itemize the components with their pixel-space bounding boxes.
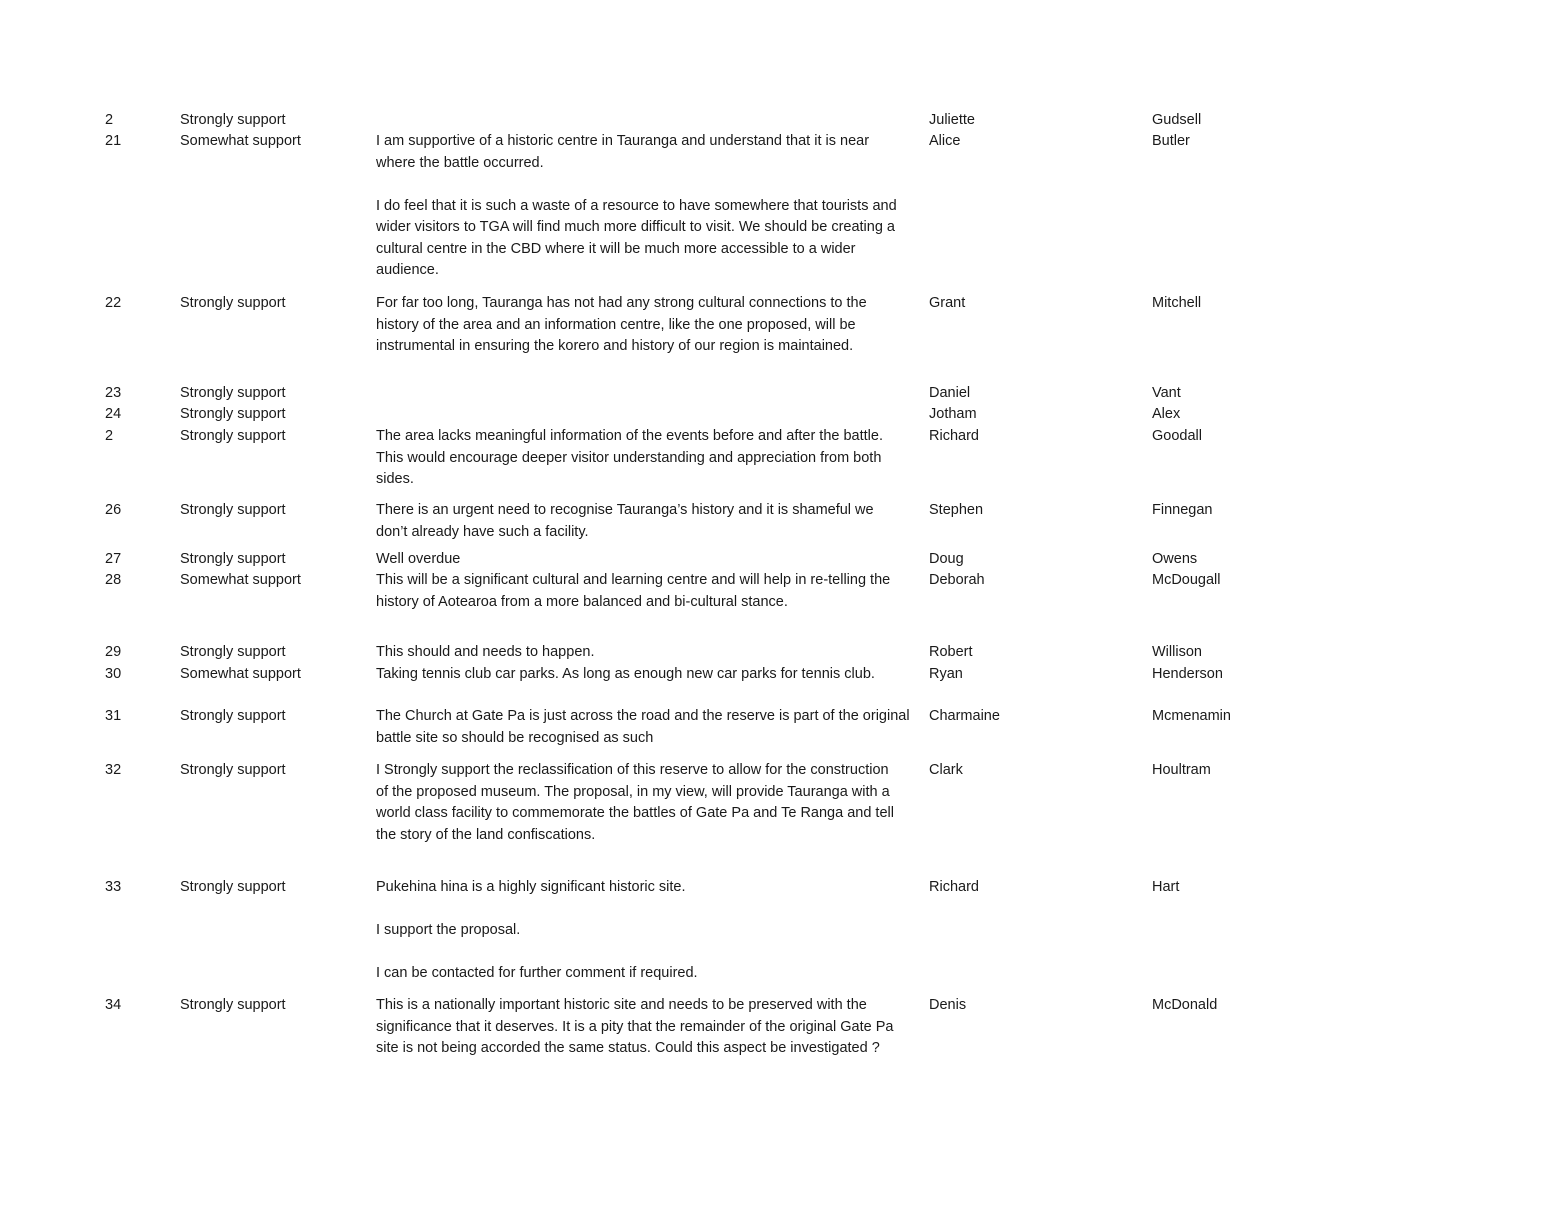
comment-line: For far too long, Tauranga has not had any strong cultural connections to the	[376, 295, 867, 311]
comment-paragraph	[376, 196, 921, 282]
last-name: Mitchell	[1152, 295, 1202, 311]
submission-number: 2	[105, 112, 114, 128]
submission-number: 26	[105, 502, 122, 518]
submission-number: 34	[105, 997, 122, 1013]
comment-paragraph	[376, 426, 921, 491]
comment-line: Taking tennis club car parks. As long as enough new car parks for tennis club.	[376, 666, 875, 682]
first-name: Charmaine	[929, 708, 1000, 724]
comment-line: This should and needs to happen.	[376, 644, 595, 660]
comment-paragraph	[376, 963, 921, 985]
comment-line: battle site so should be recognised as such	[376, 729, 654, 746]
comment-line: of the proposed museum. The proposal, in my view, will provide Tauranga with a	[376, 783, 890, 800]
comment-line: cultural centre in the CBD where it will be much more accessible to a wider	[376, 240, 856, 257]
first-name: Richard	[929, 879, 979, 895]
comment-line: don’t already have such a facility.	[376, 523, 589, 540]
comment-line: This would encourage deeper visitor understanding and appreciation from both	[376, 449, 882, 466]
last-name: Vant	[1152, 385, 1181, 401]
comment-text	[376, 131, 921, 282]
comment-line: history of Aotearoa from a more balanced and bi-cultural stance.	[376, 593, 788, 610]
comment-paragraph	[376, 131, 921, 174]
submission-number: 32	[105, 762, 122, 778]
comment-line: Pukehina hina is a highly significant historic site.	[376, 879, 686, 895]
last-name: Butler	[1152, 133, 1190, 149]
comment-text	[376, 642, 921, 664]
comment-line: I Strongly support the reclassification of this reserve to allow for the construction	[376, 762, 889, 778]
last-name: Mcmenamin	[1152, 708, 1231, 724]
submission-number: 22	[105, 295, 122, 311]
submission-number: 27	[105, 551, 122, 567]
submission-number: 33	[105, 879, 122, 895]
submission-number: 28	[105, 572, 122, 588]
first-name: Alice	[929, 133, 961, 149]
comment-line: I support the proposal.	[376, 922, 521, 938]
comment-text	[376, 549, 921, 571]
comment-line: where the battle occurred.	[376, 154, 544, 171]
comment-line: world class facility to commemorate the battles of Gate Pa and Te Ranga and tell	[376, 805, 894, 821]
last-name: Hart	[1152, 879, 1180, 895]
support-level: Strongly support	[180, 112, 286, 128]
comment-paragraph	[376, 570, 921, 613]
support-level: Strongly support	[180, 385, 286, 401]
first-name: Stephen	[929, 502, 984, 518]
comment-line: history of the area and an information centre, like the one proposed, will be	[376, 316, 856, 333]
support-level: Strongly support	[180, 997, 286, 1013]
first-name: Denis	[929, 997, 967, 1013]
comment-line: the story of the land confiscations.	[376, 826, 596, 843]
comment-line: The area lacks meaningful information of the events before and after the battle.	[376, 428, 883, 444]
last-name: Henderson	[1152, 666, 1223, 682]
first-name: Jotham	[929, 406, 977, 422]
comment-line: site is not being accorded the same status. Could this aspect be investigated ?	[376, 1040, 880, 1056]
comment-text	[376, 877, 921, 985]
submission-number: 31	[105, 708, 122, 724]
comment-paragraph	[376, 995, 921, 1060]
support-level: Strongly support	[180, 551, 286, 567]
comment-text	[376, 664, 921, 686]
comment-text	[376, 706, 921, 749]
support-level: Strongly support	[180, 879, 286, 895]
support-level: Strongly support	[180, 428, 286, 444]
comment-paragraph	[376, 293, 921, 358]
comment-text	[376, 500, 921, 543]
support-level: Strongly support	[180, 502, 286, 518]
first-name: Clark	[929, 762, 963, 778]
support-level: Somewhat support	[180, 666, 301, 682]
comment-line: wider visitors to TGA will find much more difficult to visit. We should be creating a	[376, 219, 895, 235]
comment-line: There is an urgent need to recognise Tauranga’s history and it is shameful we	[376, 502, 874, 518]
comment-paragraph	[376, 664, 921, 686]
first-name: Robert	[929, 644, 973, 660]
last-name: McDougall	[1152, 572, 1221, 588]
comment-paragraph	[376, 920, 921, 942]
last-name: Willison	[1152, 644, 1202, 660]
last-name: McDonald	[1152, 997, 1218, 1013]
comment-line: audience.	[376, 262, 439, 278]
comment-text	[376, 293, 921, 358]
comment-line: instrumental in ensuring the korero and history of our region is maintained.	[376, 338, 854, 354]
comment-line: Well overdue	[376, 551, 461, 567]
support-level: Strongly support	[180, 295, 286, 311]
submission-number: 2	[105, 428, 114, 444]
support-level: Somewhat support	[180, 133, 301, 149]
comment-line: This will be a significant cultural and learning centre and will help in re-telling the	[376, 572, 891, 588]
submission-number: 23	[105, 385, 122, 401]
comment-paragraph	[376, 549, 921, 571]
last-name: Gudsell	[1152, 112, 1202, 128]
comment-line: The Church at Gate Pa is just across the road and the reserve is part of the original	[376, 708, 910, 724]
comment-paragraph	[376, 760, 921, 846]
comment-line: sides.	[376, 471, 414, 487]
submission-number: 30	[105, 666, 122, 682]
submission-number: 29	[105, 644, 122, 660]
comment-text	[376, 995, 921, 1060]
submission-number: 21	[105, 133, 122, 149]
comment-line: significance that it deserves. It is a pity that the remainder of the original Gate Pa	[376, 1018, 894, 1035]
last-name: Alex	[1152, 406, 1181, 422]
first-name: Daniel	[929, 385, 971, 401]
last-name: Owens	[1152, 551, 1198, 567]
first-name: Ryan	[929, 666, 963, 682]
comment-line: This is a nationally important historic site and needs to be preserved with the	[376, 997, 867, 1013]
first-name: Richard	[929, 428, 979, 444]
comment-line: I am supportive of a historic centre in Tauranga and understand that it is near	[376, 133, 870, 149]
comment-text	[376, 570, 921, 613]
comment-paragraph	[376, 500, 921, 543]
support-level: Strongly support	[180, 406, 286, 422]
comment-line: I do feel that it is such a waste of a resource to have somewhere that tourists and	[376, 197, 897, 214]
last-name: Houltram	[1152, 762, 1211, 778]
comment-paragraph	[376, 642, 921, 664]
support-level: Somewhat support	[180, 572, 301, 588]
comment-line: I can be contacted for further comment if required.	[376, 965, 698, 981]
support-level: Strongly support	[180, 708, 286, 724]
last-name: Finnegan	[1152, 502, 1213, 518]
last-name: Goodall	[1152, 428, 1202, 444]
submission-number: 24	[105, 406, 122, 422]
comment-paragraph	[376, 706, 921, 749]
first-name: Deborah	[929, 572, 985, 588]
support-level: Strongly support	[180, 762, 286, 778]
first-name: Doug	[929, 551, 964, 567]
support-level: Strongly support	[180, 644, 286, 660]
comment-text	[376, 760, 921, 846]
first-name: Juliette	[929, 112, 975, 128]
comment-text	[376, 426, 921, 491]
comment-paragraph	[376, 877, 921, 899]
first-name: Grant	[929, 295, 966, 311]
